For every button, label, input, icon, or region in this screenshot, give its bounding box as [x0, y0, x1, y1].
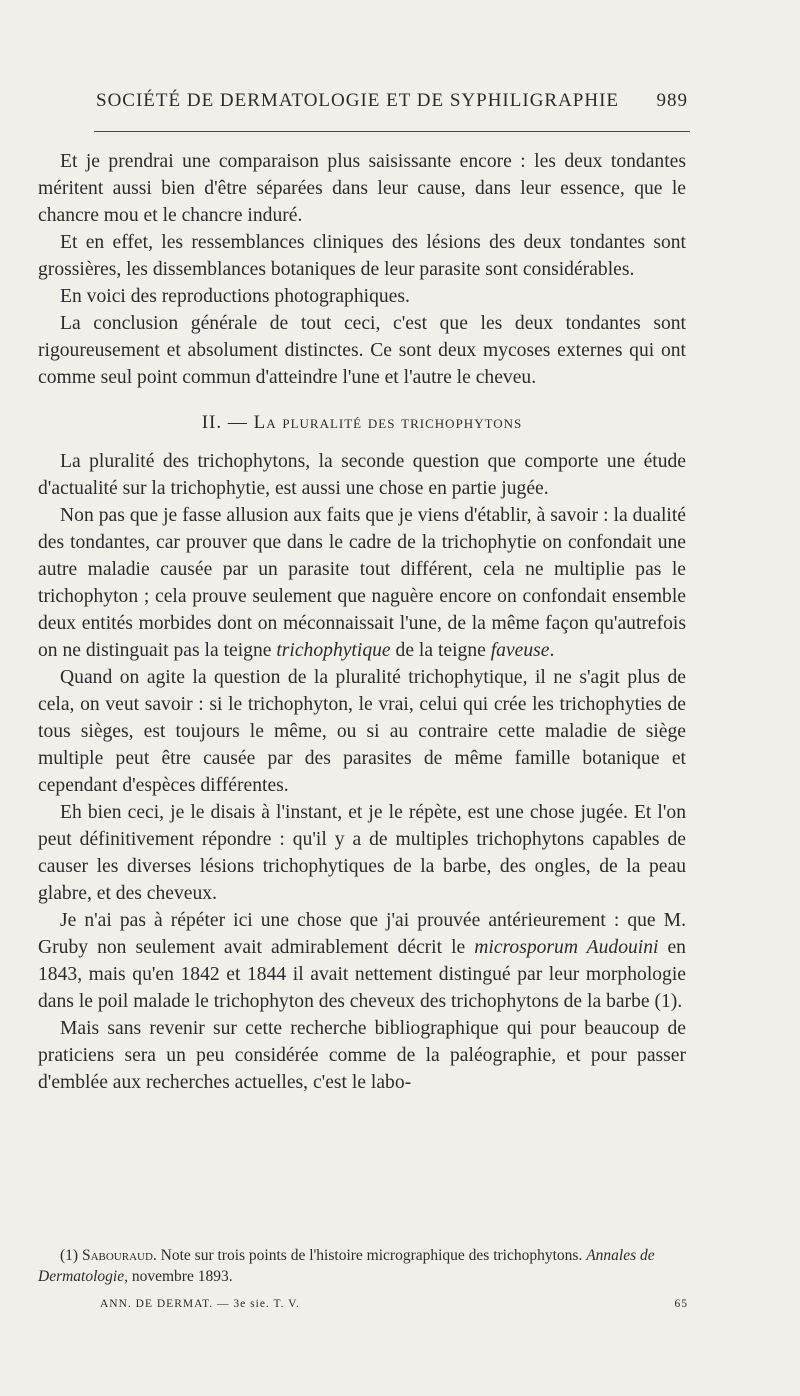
- text-run: Je n'ai pas à répéter ici une chose que j'ai prouvée antérieurement : que M. Gruby non seulement avait admirablement décrit le: [38, 910, 686, 958]
- signature-mark: ANN. DE DERMAT. — 3e sie. T. V.: [100, 1298, 300, 1310]
- paragraph: En voici des reproductions photographiques.: [60, 286, 410, 307]
- paragraph: Et je prendrai une comparaison plus saisissante encore : les deux tondantes méritent aussi bien d'être séparées dans leur cause, dans leur essence, que le chancre mou et le chancre induré.: [38, 151, 686, 226]
- running-header: [96, 90, 688, 112]
- paragraph: [38, 502, 686, 664]
- section-title: La pluralité des trichophytons: [253, 412, 523, 433]
- section-number: II. —: [201, 412, 254, 433]
- running-title: SOCIÉTÉ DE DERMATOLOGIE ET DE SYPHILIGRAPHIE: [96, 90, 620, 111]
- paragraph: [38, 907, 686, 1015]
- text-run: Non pas que je fasse allusion aux faits que je viens d'établir, à savoir : la dualité des tondantes, car prouver que dans le cadre de la trichophytie on confondait une autre maladie causée par un parasite tout différent, cela ne multiplie pas le trichophyton ; cela prouve seulement que naguère encore on confondait ensemble deux entités morbides dont on méconnaissait l'une, de la même façon qu'autrefois on ne distinguait pas la teigne: [38, 505, 686, 661]
- footnote-date: novembre 1893.: [127, 1268, 233, 1285]
- italic-term: faveuse: [490, 640, 550, 661]
- footnote-journal: Annales de Dermatologie,: [38, 1247, 655, 1285]
- signature-number: 65: [674, 1298, 688, 1310]
- footnote-marker: (1): [60, 1247, 82, 1264]
- paragraph: La pluralité des trichophytons, la seconde question que comporte une étude d'actualité sur la trichophytie, est aussi une chose en partie jugée.: [38, 451, 686, 499]
- paragraph: Mais sans revenir sur cette recherche bibliographique qui pour beaucoup de praticiens sera un peu considérée comme de la paléographie, et pour passer d'emblée aux recherches actuelles, c'est le labo-: [38, 1018, 686, 1093]
- body-text: [38, 148, 686, 1096]
- header-rule: [94, 131, 690, 132]
- page-footer: [100, 1298, 688, 1310]
- paragraph: Quand on agite la question de la pluralité trichophytique, il ne s'agit plus de cela, on veut savoir : si le trichophyton, le vrai, celui qui crée les trichophyties de tous sièges, est toujours le même, ou si au contraire cette maladie de siège multiple peut être causée par des parasites de même famille botanique et cependant d'espèces différentes.: [38, 667, 686, 796]
- italic-term: microsporum Audouini: [474, 937, 659, 958]
- footnotes: [38, 1245, 686, 1287]
- italic-term: trichophytique: [276, 640, 391, 661]
- paragraph: Eh bien ceci, je le disais à l'instant, et je le répète, est une chose jugée. Et l'on peut définitivement répondre : qu'il y a de multiples trichophytons capables de causer les diverses lésions trichophytiques de la barbe, des ongles, de la peau glabre, et des cheveux.: [38, 802, 686, 904]
- paragraph: La conclusion générale de tout ceci, c'est que les deux tondantes sont rigoureusement et absolument distinctes. Ce sont deux mycoses externes qui ont comme seul point commun d'atteindre l'une et l'autre le cheveu.: [38, 313, 686, 388]
- paragraph: Et en effet, les ressemblances cliniques des lésions des deux tondantes sont grossières, les dissemblances botaniques de leur parasite sont considérables.: [38, 232, 686, 280]
- text-run: de la teigne: [390, 640, 491, 661]
- footnote-author: Sabouraud: [81, 1247, 153, 1264]
- section-heading: [38, 409, 686, 436]
- footnote-text: . Note sur trois points de l'histoire micrographique des trichophytons.: [152, 1247, 587, 1264]
- footnote: [38, 1245, 686, 1287]
- page-number: 989: [656, 90, 688, 111]
- text-run: en 1843, mais qu'en 1842 et 1844 il avait nettement distingué par leur morphologie dans le poil malade le trichophyton des cheveux des trichophytons de la barbe (1).: [38, 937, 686, 1012]
- text-run: .: [549, 640, 555, 661]
